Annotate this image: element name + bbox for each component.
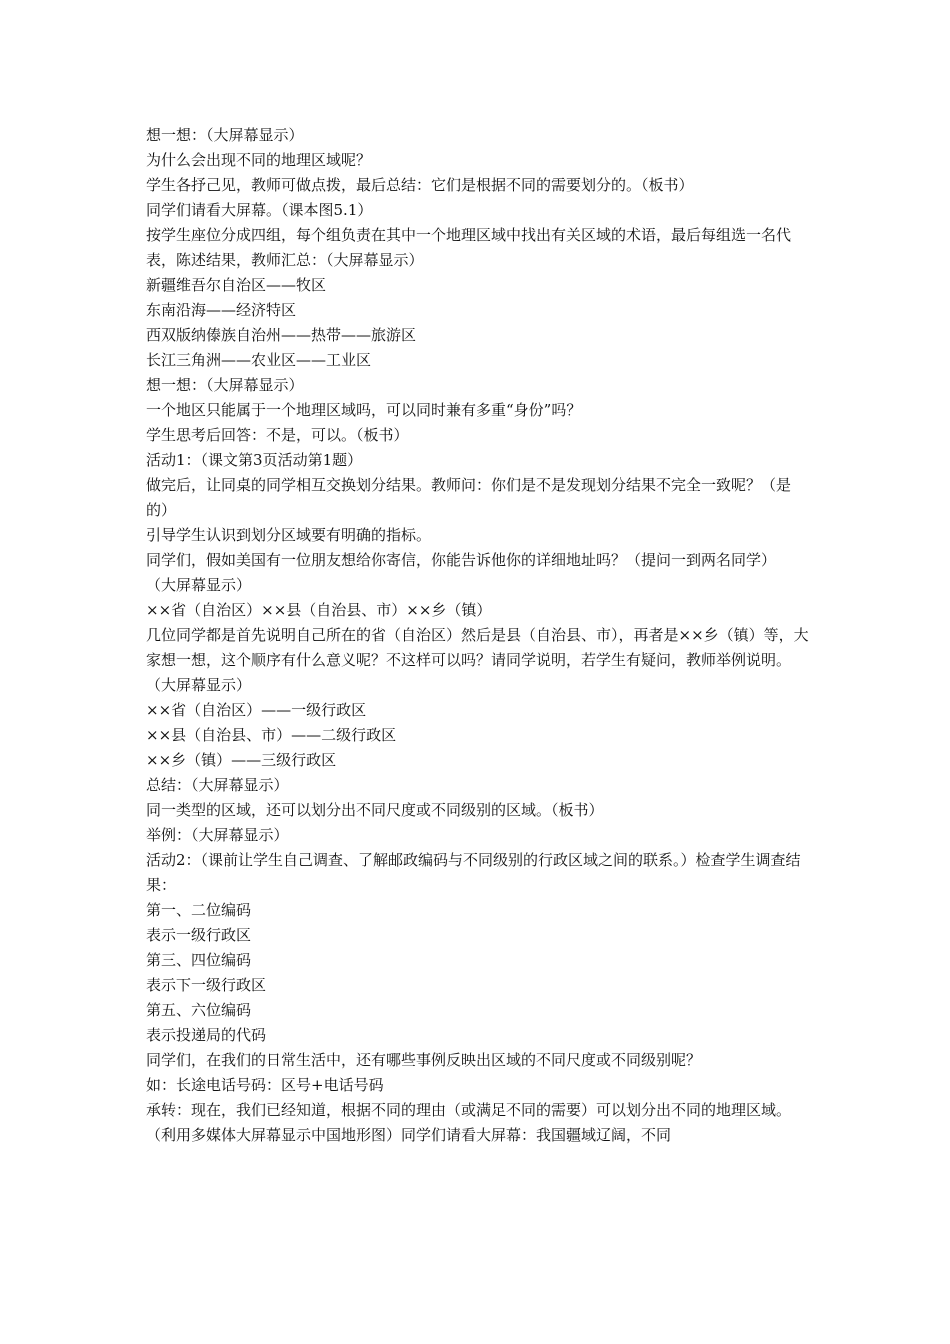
paragraph: 想一想：（大屏幕显示）	[146, 376, 304, 394]
paragraph: 活动2：（课前让学生自己调查、了解邮政编码与不同级别的行政区域之间的联系。）检查学生调查结果：	[146, 851, 801, 894]
paragraph: 总结：（大屏幕显示）	[146, 776, 289, 794]
paragraph: ××乡（镇）——三级行政区	[146, 751, 337, 769]
paragraph: 为什么会出现不同的地理区域呢？	[146, 151, 372, 169]
paragraph: 想一想：（大屏幕显示）	[146, 126, 304, 144]
paragraph: 新疆维吾尔自治区——牧区	[146, 276, 327, 294]
paragraph: 同学们，在我们的日常生活中，还有哪些事例反映出区域的不同尺度或不同级别呢？	[146, 1051, 702, 1069]
paragraph: 承转：现在，我们已经知道，根据不同的理由（或满足不同的需要）可以划分出不同的地理区域。（利用多媒体大屏幕显示中国地形图）同学们请看大屏幕：我国疆域辽阔，不同	[146, 1101, 792, 1144]
paragraph: 表示下一级行政区	[146, 976, 267, 994]
paragraph: （大屏幕显示）	[146, 576, 252, 594]
paragraph: 同一类型的区域，还可以划分出不同尺度或不同级别的区域。（板书）	[146, 801, 604, 819]
paragraph: 表示投递局的代码	[146, 1026, 267, 1044]
paragraph: 活动1：（课文第3页活动第1题）	[146, 451, 363, 469]
paragraph: 做完后，让同桌的同学相互交换划分结果。教师问：你们是不是发现划分结果不完全一致呢？（是的）	[146, 476, 792, 519]
paragraph: 同学们，假如美国有一位朋友想给你寄信，你能告诉他你的详细地址吗？（提问一到两名同学）	[146, 551, 777, 569]
paragraph: 表示一级行政区	[146, 926, 252, 944]
paragraph: 东南沿海——经济特区	[146, 301, 297, 319]
paragraph: 学生各抒己见，教师可做点拨，最后总结：它们是根据不同的需要划分的。（板书）	[146, 176, 694, 194]
paragraph: 如：长途电话号码：区号+电话号码	[146, 1076, 384, 1094]
document-body	[146, 123, 812, 1148]
paragraph: 第五、六位编码	[146, 1001, 252, 1019]
paragraph: 一个地区只能属于一个地理区域吗，可以同时兼有多重“身份”吗？	[146, 401, 582, 419]
paragraph: 引导学生认识到划分区域要有明确的指标。	[146, 526, 432, 544]
paragraph: ××县（自治县、市）——二级行政区	[146, 726, 397, 744]
paragraph: （大屏幕显示）	[146, 676, 252, 694]
paragraph: 西双版纳傣族自治州——热带——旅游区	[146, 326, 417, 344]
paragraph: 第一、二位编码	[146, 901, 252, 919]
paragraph: 几位同学都是首先说明自己所在的省（自治区）然后是县（自治县、市），再者是××乡（镇）等，大家想一想，这个顺序有什么意义呢？不这样可以吗？请同学说明，若学生有疑问，教师举例说明。	[146, 626, 809, 669]
paragraph: 学生思考后回答：不是，可以。（板书）	[146, 426, 409, 444]
paragraph: 按学生座位分成四组，每个组负责在其中一个地理区域中找出有关区域的术语，最后每组选一名代表，陈述结果，教师汇总：（大屏幕显示）	[146, 226, 792, 269]
paragraph: 同学们请看大屏幕。（课本图5.1）	[146, 201, 373, 219]
paragraph: 长江三角洲——农业区——工业区	[146, 351, 372, 369]
paragraph: 举例：（大屏幕显示）	[146, 826, 289, 844]
paragraph: ××省（自治区）××县（自治县、市）××乡（镇）	[146, 601, 492, 619]
paragraph: ××省（自治区）——一级行政区	[146, 701, 367, 719]
paragraph: 第三、四位编码	[146, 951, 252, 969]
